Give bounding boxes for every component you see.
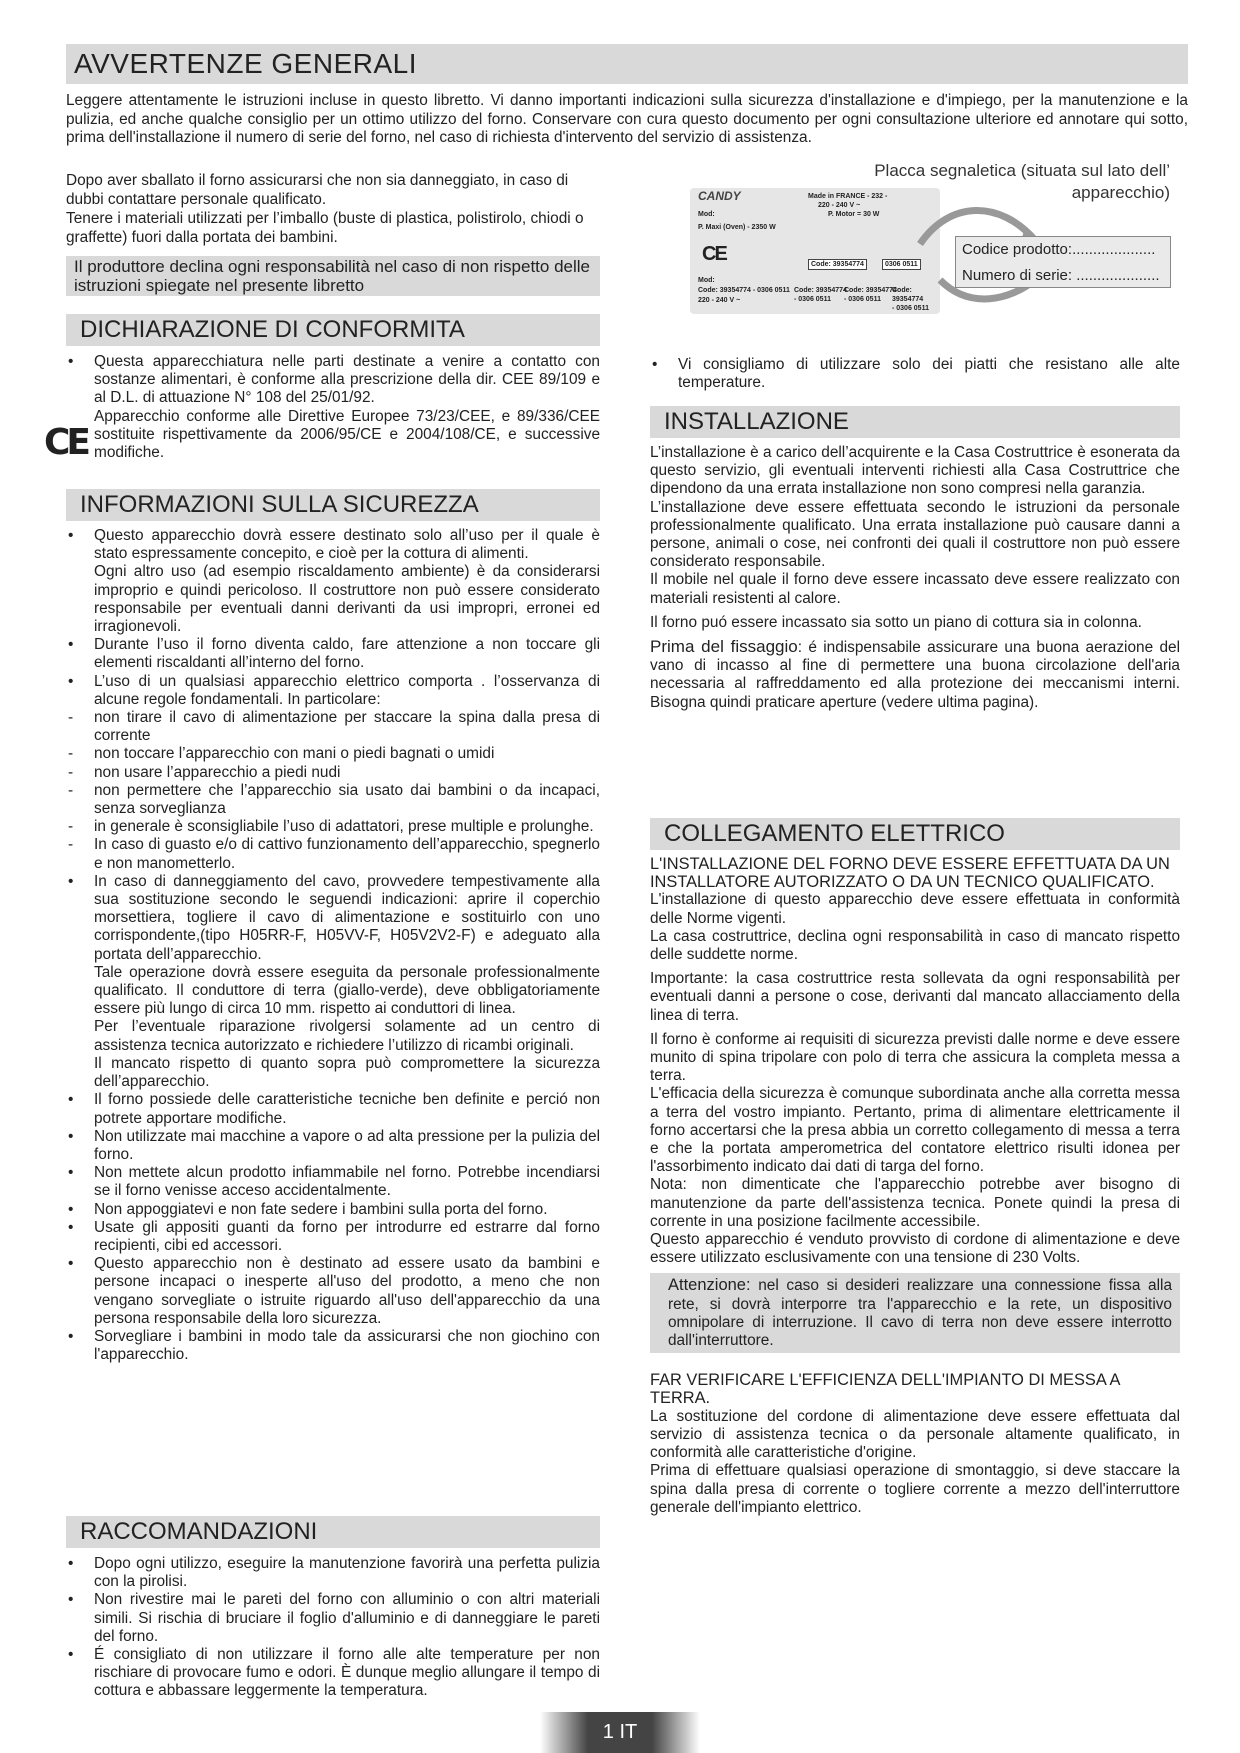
bullet-mark: • xyxy=(68,672,74,690)
list-item xyxy=(66,1328,600,1364)
list-item-text: Il forno possiede delle caratteristiche tecniche ben definite e perció non potrete apportare modifiche. xyxy=(94,1091,600,1127)
list-item xyxy=(66,1091,600,1127)
list-item xyxy=(66,1164,600,1200)
page-number: 1 IT xyxy=(540,1712,700,1753)
list-item-text: Apparecchio conforme alle Direttive Europee 73/23/CEE, e 89/336/CEE sostituite rispettivamente da 2006/95/CE e 2004/108/CE, e successive modifiche. xyxy=(94,407,600,462)
bullet-mark: • xyxy=(68,1255,74,1273)
plate-code-col2-a: Code: 39354774 xyxy=(794,287,847,294)
installazione-text xyxy=(650,444,1180,712)
list-item-text: non permettere che l’apparecchio sia usato dai bambini o da incapaci, senza sorveglianza xyxy=(94,781,600,818)
list-item-text: Usate gli appositi guanti da forno per introdurre ed estrarre dal forno recipienti, cibi ed accessori. xyxy=(94,1218,600,1254)
paragraph: L'installazione di questo apparecchio deve essere effettuata in conformità delle Norme vigenti. xyxy=(650,891,1180,927)
list-item xyxy=(66,563,600,636)
bullet-mark: • xyxy=(68,1327,74,1345)
bullet-mark: • xyxy=(68,527,74,544)
plate-code-col3-a: Code: 39354774 xyxy=(844,287,897,294)
list-item-text: Tale operazione dovrà essere eseguita da personale professionalmente qualificato. Il conduttore di terra (giallo-verde), deve obbligatoriamente essere più lungo di circa 10 mm. rispetto ai conduttori di linea. xyxy=(94,963,600,1018)
list-item xyxy=(66,745,600,763)
intro-paragraph: Dopo aver sballato il forno assicurarsi che non sia danneggiato, in caso di dubbi contattare personale qualificato. xyxy=(66,172,569,208)
list-item-text: Non appoggiatevi e non fate sedere i bambini sulla porta del forno. xyxy=(94,1200,548,1218)
bullet-mark: - xyxy=(68,763,74,781)
bullet-mark: • xyxy=(68,1555,74,1572)
attention-label: Attenzione: xyxy=(668,1276,751,1295)
list-item-text: Questo apparecchio dovrà essere destinato solo all’uso per il quale è stato espressamente concepito, e cioè per la cottura di alimenti. xyxy=(94,527,600,563)
paragraph: Questo apparecchio é venduto provvisto di cordone di alimentazione e deve essere utilizzato esclusivamente con una tensione di 230 Volts. xyxy=(650,1231,1180,1267)
list-item xyxy=(66,1591,600,1646)
list-item xyxy=(66,836,600,872)
page-title: AVVERTENZE GENERALI xyxy=(66,44,1188,84)
list-item xyxy=(66,782,600,818)
list-item xyxy=(66,1128,600,1164)
bullet-mark: - xyxy=(68,818,74,836)
list-item-text: non toccare l’apparecchio con mani o piedi bagnati o umidi xyxy=(94,745,495,763)
plate-code-col4-b: - 0306 0511 xyxy=(892,305,929,312)
section-header-conformita: DICHIARAZIONE DI CONFORMITA xyxy=(66,314,600,346)
bullet-mark: - xyxy=(68,781,74,799)
plate-code-col2-b: - 0306 0511 xyxy=(794,296,831,303)
plate-mod: Mod: xyxy=(698,211,715,218)
plate-code-col2 xyxy=(794,286,847,304)
paragraph-text: : é indispensabile assicurare una buona aerazione del vano di incasso al fine di permettere una buona circolazione dell'aria necessaria al raffreddamento ed alla protezione dei meccanismi interni. Bisogna quindi praticare aperture (vedere ultima pagina). xyxy=(650,639,1181,711)
intro-text xyxy=(66,92,1188,148)
right-bullet xyxy=(650,356,1180,392)
list-item-text: Questa apparecchiatura nelle parti destinate a venire a contatto con sostanze alimentari, è conforme alla prescrizione della dir. CEE 89/109 e al D.L. di attuazione N° 108 del 25/01/92. xyxy=(94,353,600,407)
list-item xyxy=(66,964,600,1019)
bullet-mark: • xyxy=(68,1591,74,1609)
list-item xyxy=(66,1646,600,1701)
paragraph: Il forno è conforme ai requisiti di sicurezza previsti dalle norme e deve essere munito di spina tripolare con polo di terra che assicura la completa messa a terra. xyxy=(650,1030,1180,1085)
bold-label: Prima del fissaggio xyxy=(650,637,798,657)
bullet-mark: • xyxy=(68,636,74,654)
list-item-text: Durante l’uso il forno diventa caldo, fare attenzione a non toccare gli elementi riscaldanti all’interno del forno. xyxy=(94,636,600,672)
plate-ce-icon: CE xyxy=(702,243,726,265)
list-item-text: in generale è sconsigliabile l’uso di adattatori, prese multiple e prolunghe. xyxy=(94,818,594,836)
bullet-mark: • xyxy=(68,1091,74,1109)
serial-number-label: Numero di serie: .................... xyxy=(962,267,1160,284)
plate-caption: Placca segnaletica (situata sul lato dell’ apparecchio) xyxy=(874,161,1170,202)
list-item-text: Per l’eventuale riparazione rivolgersi solamente ad un centro di assistenza tecnica autorizzato e richiedere l’utilizzo di ricambi originali. xyxy=(94,1018,600,1054)
paragraph: FAR VERIFICARE L'EFFICIENZA DELL'IMPIANTO DI MESSA A TERRA. xyxy=(650,1371,1120,1408)
list-item xyxy=(66,1201,600,1219)
ce-mark-icon: CE xyxy=(44,422,88,463)
list-item xyxy=(66,408,600,463)
paragraph: L'efficacia della sicurezza è comunque subordinata anche alla corretta messa a terra del vostro impianto. Pertanto, prima di alimentare elettricamente il forno accertarsi che la presa abbia un corretto collegamento di messa a terra e che la portata amperometrica del contatore elettrico risulti idonea per l'assorbimento indicato dai dati di targa del forno. xyxy=(650,1085,1180,1176)
paragraph: L'INSTALLAZIONE DEL FORNO DEVE ESSERE EFFETTUATA DA UN INSTALLATORE AUTORIZZATO O DA UN TECNICO QUALIFICATO. xyxy=(650,855,1170,892)
paragraph: Il mobile nel quale il forno deve essere incassato deve essere realizzato con materiali resistenti al calore. xyxy=(650,571,1180,607)
list-item-text: Questo apparecchio non è destinato ad essere usato da bambini e persone incapaci o inesperte all'uso del prodotto, a meno che non vengano sorvegliate o istruite riguardo all'uso dell'apparecchio da una persona responsabile della loro sicurezza. xyxy=(94,1255,600,1327)
bullet-mark: • xyxy=(68,872,74,890)
bullet-mark: - xyxy=(68,745,74,763)
sicurezza-list xyxy=(66,527,600,1364)
list-item xyxy=(66,873,600,964)
list-item xyxy=(66,527,600,563)
plate-code-main: Code: 39354774 xyxy=(808,259,867,270)
plate-code-col4-a: Code: 39354774 xyxy=(892,287,924,303)
product-code-label: Codice prodotto:.................... xyxy=(962,241,1156,258)
bullet-mark: • xyxy=(68,1646,74,1664)
bullet-mark: • xyxy=(68,1164,74,1182)
plate-voltage: 220 - 240 V ~ xyxy=(818,202,861,209)
list-item-text: Ogni altro uso (ad esempio riscaldamento ambiente) è da considerarsi improprio e quindi pericoloso. Il costruttore non può essere considerato responsabile per eventuali danni derivanti da usi impropri, erronei ed irragionevoli. xyxy=(94,563,600,636)
list-item-text: Non mettete alcun prodotto infiammabile nel forno. Potrebbe incendiarsi se il forno venisse acceso accidentalmente. xyxy=(94,1164,600,1200)
section-header-raccomandazioni: RACCOMANDAZIONI xyxy=(66,1516,600,1548)
list-item xyxy=(66,764,600,782)
bullet-mark: • xyxy=(68,1200,74,1218)
attention-box xyxy=(650,1273,1180,1353)
list-item xyxy=(66,353,600,408)
list-item xyxy=(66,636,600,672)
intro-paragraph: Tenere i materiali utilizzati per l’imballo (buste di plastica, polistirolo, chiodi o graffette) fuori dalla portata dei bambini. xyxy=(66,210,584,246)
list-item-text: Sorvegliare i bambini in modo tale da assicurarsi che non giochino con l'apparecchio. xyxy=(94,1327,600,1364)
list-item xyxy=(66,709,600,745)
paragraph: La sostituzione del cordone di alimentazione deve essere effettuata dal servizio di assistenza tecnica o da personale altamente qualificato, in conformità alle caratteristiche d'origine. xyxy=(650,1407,1180,1462)
plate-power-oven: P. Maxi (Oven) - 2350 W xyxy=(698,224,776,231)
intro-paragraph: Leggere attentamente le istruzioni incluse in questo libretto. Vi danno importanti indicazioni sulla sicurezza d'installazione e d'impiego, per la manutenzione e la pulizia, ed anche qualche consiglio per un ottimo utilizzo del forno. Conservare con cura questo documento per ogni consultazione ulteriore ed annotare qui sotto, prima dell'installazione il numero di serie del forno, nel caso di richiesta d'intervento del servizio di assistenza. xyxy=(66,92,1188,147)
paragraph: Prima di effettuare qualsiasi operazione di smontaggio, si deve staccare la spina dalla presa di corrente o togliere corrente a mezzo dell'interruttore generale dell'impianto elettrico. xyxy=(650,1462,1180,1516)
bullet-mark: • xyxy=(68,1218,74,1236)
raccomandazioni-list xyxy=(66,1555,600,1701)
unpacking-text xyxy=(66,171,600,247)
plate-code-col3 xyxy=(844,286,897,304)
list-item xyxy=(66,1055,600,1091)
bullet-mark: - xyxy=(68,709,74,727)
bullet-mark: • xyxy=(68,353,74,370)
attention-text: nel caso si desideri realizzare una connessione fissa alla rete, si dovrà interporre tra l'apparecchio e la rete, un dispositivo omnipolare di interruzione. Il cavo di terra non deve essere interrotto dall'interruttore. xyxy=(668,1277,1172,1350)
serial-code-box xyxy=(955,236,1171,288)
plate-code-col3-b: - 0306 0511 xyxy=(844,296,881,303)
list-item xyxy=(66,1555,600,1591)
list-item-text: Vi consigliamo di utilizzare solo dei piatti che resistano alle alte temperature. xyxy=(678,356,1180,392)
list-item xyxy=(650,356,1180,392)
section-header-installazione: INSTALLAZIONE xyxy=(650,406,1180,438)
list-item xyxy=(66,1255,600,1328)
paragraph: Importante: la casa costruttrice resta sollevata da ogni responsabilità per eventuali danni a persone o cose, derivanti dal mancato allacciamento della linea di terra. xyxy=(650,970,1180,1024)
plate-voltage-2: 220 - 240 V ~ xyxy=(698,297,741,304)
brand-logo: CANDY xyxy=(698,189,741,203)
section-header-collegamento: COLLEGAMENTO ELETTRICO xyxy=(650,818,1180,850)
list-item-text: Non rivestire mai le pareti del forno con alluminio o con altri materiali simili. Si rischia di bruciare il foglio d'alluminio e di danneggiare le pareti del forno. xyxy=(94,1591,600,1645)
plate-code-serial: 0306 0511 xyxy=(882,259,921,270)
paragraph xyxy=(650,638,1180,712)
list-item-text: In caso di guasto e/o di cattivo funzionamento dell’apparecchio, spegnerlo e non manometterlo. xyxy=(94,836,600,872)
list-item-text: É consigliato di non utilizzare il forno alle alte temperature per non rischiare di provocare fumo e odori. È dunque meglio allungare il tempo di cottura e abbassare leggermente la temperatura. xyxy=(94,1646,600,1700)
plate-made-in: Made in FRANCE - 232 - xyxy=(808,193,888,200)
list-item-text: Non utilizzate mai macchine a vapore o ad alta pressione per la pulizia del forno. xyxy=(94,1127,600,1163)
plate-power-motor: P. Motor = 30 W xyxy=(828,211,880,218)
disclaimer-box: Il produttore declina ogni responsabilità nel caso di non rispetto delle istruzioni spiegate nel presente libretto xyxy=(66,256,600,296)
list-item-text: non usare l’apparecchio a piedi nudi xyxy=(94,763,341,781)
list-item-text: L’uso di un qualsiasi apparecchio elettrico comporta . l’osservanza di alcune regole fondamentali. In particolare: xyxy=(94,672,600,708)
paragraph: L’installazione è a carico dell’acquirente e la Casa Costruttrice è esonerata da questo servizio, gli eventuali interventi richiesti alla Casa Costruttrice che dipendono da una errata installazione non sono compresi nella garanzia. xyxy=(650,444,1180,498)
bullet-mark: • xyxy=(652,356,658,373)
paragraph: L’installazione deve essere effettuata secondo le istruzioni da personale professionalmente qualificato. Una errata installazione può causare danni a persone, animali o cose, nei confronti dei quali il costruttore non può essere considerato responsabile. xyxy=(650,498,1180,571)
bullet-mark: - xyxy=(68,836,74,854)
paragraph: Il forno puó essere incassato sia sotto un piano di cottura sia in colonna. xyxy=(650,613,1142,631)
list-item xyxy=(66,1018,600,1054)
conformita-list xyxy=(66,353,600,462)
paragraph: La casa costruttrice, declina ogni responsabilità in caso di mancato rispetto delle suddette norme. xyxy=(650,927,1180,964)
list-item xyxy=(66,1219,600,1255)
list-item xyxy=(66,818,600,836)
collegamento-text xyxy=(650,855,1180,1517)
bullet-mark: • xyxy=(68,1127,74,1145)
list-item xyxy=(66,673,600,709)
plate-mod-2: Mod: xyxy=(698,277,715,284)
list-item-text: non tirare il cavo di alimentazione per staccare la spina dalla presa di corrente xyxy=(94,709,600,745)
section-header-sicurezza: INFORMAZIONI SULLA SICUREZZA xyxy=(66,489,600,521)
list-item-text: In caso di danneggiamento del cavo, provvedere tempestivamente alla sua sostituzione secondo le seguendi indicazioni: aprire il coperchio morsettiera, togliere il cavo di alimentazione e sostituirlo con uno corrispondente,(tipo H05RR-F, H05VV-F, H05V2V2-F) e adeguato alla portata dell’apparecchio. xyxy=(94,872,600,963)
plate-code-line: Code: 39354774 - 0306 0511 xyxy=(698,287,790,294)
list-item-text: Il mancato rispetto di quanto sopra può compromettere la sicurezza dell’apparecchio. xyxy=(94,1054,600,1091)
paragraph: Nota: non dimenticate che l'apparecchio potrebbe aver bisogno di manutenzione da parte dell'assistenza tecnica. Ponete quindi la presa di corrente in una posizione facilmente accessibile. xyxy=(650,1176,1180,1230)
list-item-text: Dopo ogni utilizzo, eseguire la manutenzione favorirà una perfetta pulizia con la pirolisi. xyxy=(94,1555,600,1591)
